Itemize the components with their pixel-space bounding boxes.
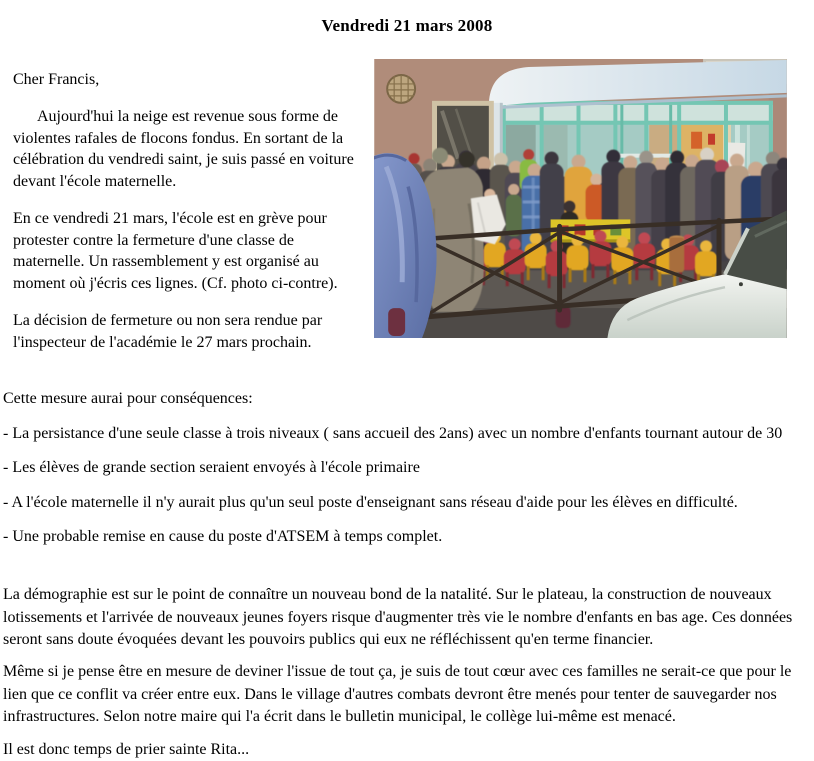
letter-page [0,14,814,761]
letter-salutation: Cher Francis, [13,71,100,89]
consequence-item: - A l'école maternelle il n'y aurait plus qu'un seul poste d'enseignant sans réseau d'aide pour les élèves en difficulté. [3,493,738,511]
page-title: Vendredi 21 mars 2008 [321,16,493,35]
consequence-item: - Les élèves de grande section seraient envoyés à l'école primaire [3,459,420,477]
letter-paragraph-2: En ce vendredi 21 mars, l'école est en grève pour protester contre la fermeture d'une classe de maternelle. Un rassemblement y est organisé au moment où j'écris ces lignes. (Cf. photo ci-contre). [13,209,338,293]
consequences-intro: Cette mesure aurai pour conséquences: [3,390,253,408]
letter-paragraph-1: Aujourd'hui la neige est revenue sous forme de violentes rafales de flocons fondus. En sortant de la célébration du vendredi saint, je suis passé en voiture devant l'école maternelle. [13,107,354,191]
closing-paragraph-3: Il est donc temps de prier sainte Rita... [3,740,250,758]
closing-section [3,584,802,761]
school-protest-photo [374,59,787,338]
consequences-section [3,388,802,548]
top-section [0,57,814,368]
letter-text [0,57,374,368]
consequence-item: - Une probable remise en cause du poste d'ATSEM à temps complet. [3,527,443,545]
letter-paragraph-3: La décision de fermeture ou non sera rendue par l'inspecteur de l'académie le 27 mars prochain. [13,311,323,351]
consequence-item: - La persistance d'une seule classe à trois niveaux ( sans accueil des 2ans) avec un nombre d'enfants tournant autour de 30 [3,424,783,442]
closing-paragraph-1: La démographie est sur le point de connaître un nouveau bond de la natalité. Sur le plateau, la construction de nouveaux lotissements et l'arrivée de nouveaux jeunes foyers risque d'augmenter très vie le nombre d'enfants en bas age. Ces données seront sans doute évoquées devant les pouvoirs publics qui eux ne réfléchissent qu'en terme financier. [3,586,793,649]
closing-paragraph-2: Même si je pense être en mesure de deviner l'issue de tout ça, je suis de tout cœur avec ces familles ne serait-ce que pour le lien que ce conflit va créer entre eux. Dans le village d'autres combats devront être menés pour tenter de sauvegarder nos infrastructures. Selon notre maire qui l'a écrit dans le bulletin municipal, le collège lui-même est menacé. [3,663,792,726]
